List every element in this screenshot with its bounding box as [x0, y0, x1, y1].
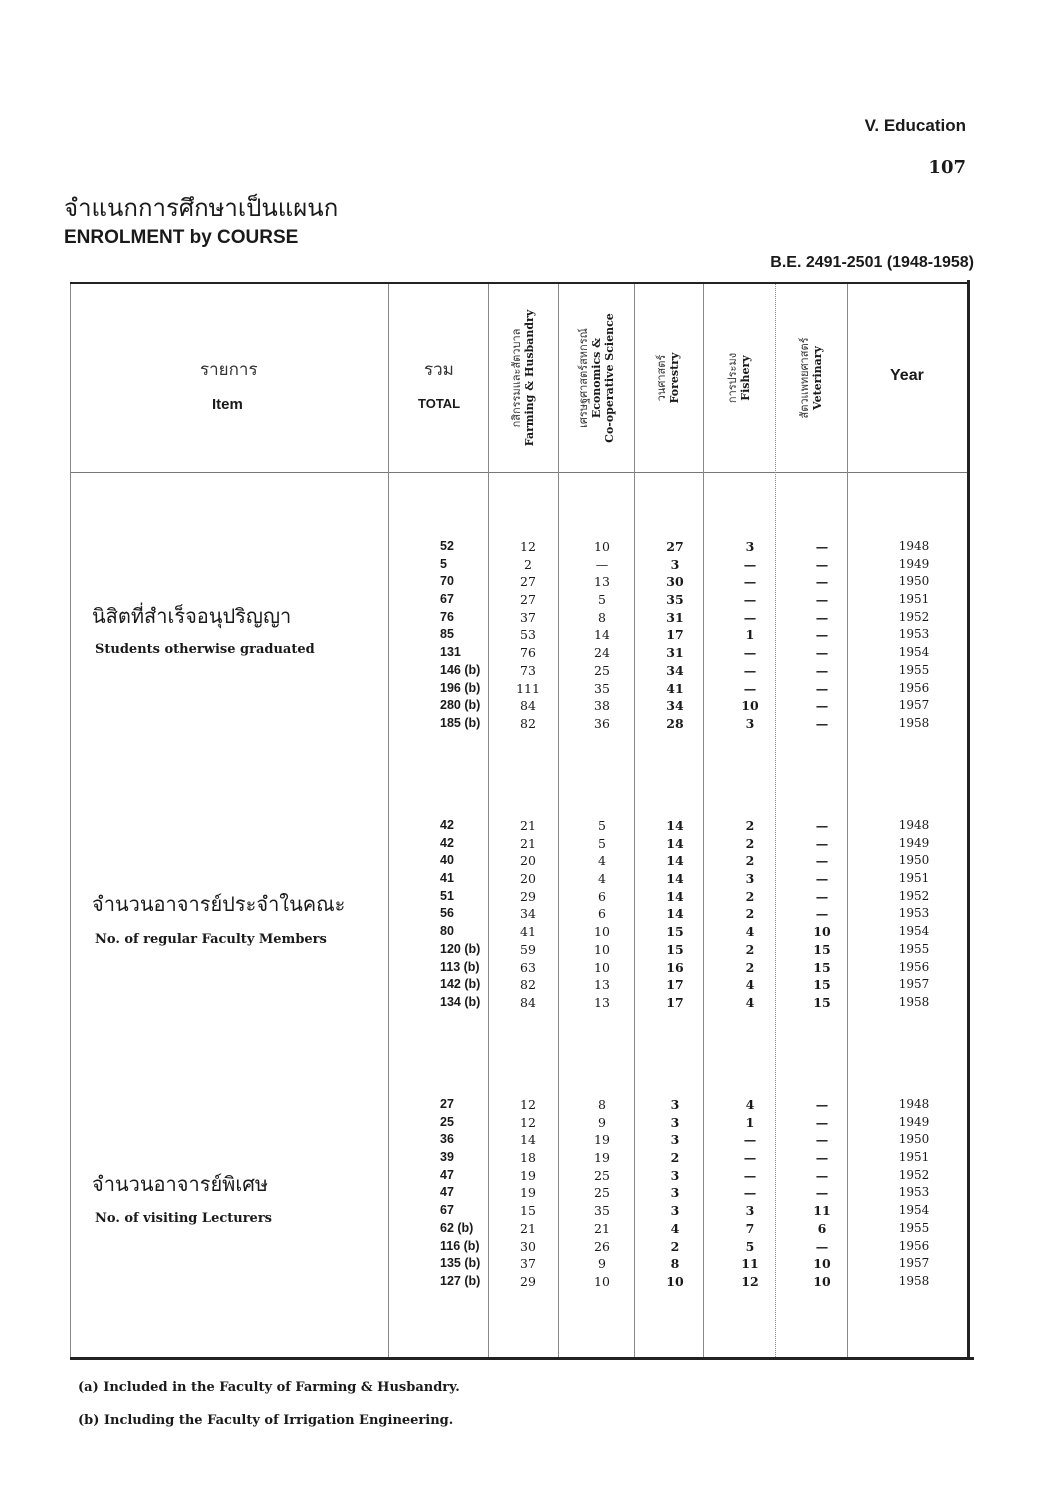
column-divider — [70, 284, 71, 1357]
group-label-thai: นิสิตที่สำเร็จอนุปริญญา — [92, 604, 292, 628]
table-cell: 6 — [598, 888, 606, 904]
table-cell: — — [815, 871, 829, 887]
table-cell: — — [815, 680, 829, 696]
table-cell: 14 — [666, 835, 684, 851]
table-cell: — — [815, 539, 829, 554]
fishery-header-en: Fishery — [739, 355, 752, 401]
table-cell: — — [815, 1097, 829, 1112]
table-cell: 111 — [516, 680, 540, 696]
table-cell: 1954 — [898, 1203, 930, 1218]
table-cell: — — [815, 556, 829, 572]
table-cell: — — [815, 888, 829, 904]
table-cell: 53 — [520, 627, 536, 643]
table-cell: — — [743, 1167, 757, 1183]
table-cell: 1955 — [898, 1220, 930, 1235]
section-label: V. Education — [864, 116, 966, 135]
table-cell: — — [815, 715, 829, 731]
table-cell: 14 — [666, 818, 684, 833]
table-cell: — — [595, 556, 609, 572]
table-cell: 3 — [745, 871, 755, 887]
table-cell: 13 — [594, 994, 610, 1010]
economics-header — [567, 288, 625, 468]
table-cell: 19 — [594, 1150, 610, 1166]
table-cell: 15 — [813, 959, 831, 975]
table-cell: 6 — [598, 906, 606, 922]
table-cell: 25 — [594, 1167, 610, 1183]
table-cell: 15 — [813, 977, 831, 993]
table-cell: 1949 — [898, 835, 930, 850]
table-cell: 18 — [520, 1150, 536, 1166]
table-cell: 3 — [670, 1132, 680, 1148]
table-cell: 52 — [440, 539, 454, 553]
table-cell: 36 — [440, 1132, 454, 1147]
economics-column — [580, 1096, 624, 1291]
table-cell: — — [743, 645, 757, 661]
table-cell: 35 — [594, 1203, 610, 1219]
table-cell: — — [815, 574, 829, 590]
table-cell: 5 — [440, 556, 447, 571]
table-cell: 11 — [741, 1256, 759, 1272]
veterinary-header — [782, 288, 840, 468]
table-cell: 1950 — [898, 853, 930, 868]
table-cell: 15 — [813, 941, 831, 957]
table-cell: 3 — [745, 1203, 755, 1219]
table-cell: — — [743, 574, 757, 590]
forestry-column — [653, 817, 697, 1012]
table-cell: 19 — [520, 1185, 536, 1201]
table-cell: 5 — [745, 1238, 755, 1254]
table-cell: 15 — [520, 1203, 536, 1219]
table-cell: 1 — [745, 1114, 755, 1130]
economics-column — [580, 538, 624, 733]
table-cell: — — [815, 853, 829, 869]
table-cell: 84 — [520, 698, 536, 714]
years-column — [888, 817, 940, 1012]
table-cell: 1953 — [898, 627, 930, 642]
total-column — [440, 538, 490, 733]
table-cell: 4 — [745, 924, 755, 940]
table-cell: 146 (b) — [440, 662, 481, 677]
table-cell: 1958 — [898, 715, 930, 730]
table-cell: 1956 — [898, 959, 930, 974]
table-cell: — — [743, 1132, 757, 1148]
table-cell: 3 — [670, 1185, 680, 1201]
table-cell: 3 — [670, 1203, 680, 1219]
table-cell: 2 — [524, 556, 532, 572]
table-cell: 31 — [666, 609, 684, 625]
table-cell: 1952 — [898, 609, 930, 624]
item-header-thai: รายการ — [200, 360, 258, 380]
table-cell: — — [743, 1150, 757, 1166]
table-cell: 10 — [594, 924, 610, 940]
total-header: TOTAL — [418, 396, 461, 411]
farming-header-thai: กสิกรรมและสัตวบาล — [510, 328, 523, 428]
column-divider — [558, 284, 559, 1357]
table-cell: — — [815, 818, 829, 833]
fishery-column — [728, 538, 772, 733]
table-cell: 40 — [440, 853, 454, 868]
footnote: (b) Including the Faculty of Irrigation Engineering. — [78, 1413, 454, 1428]
table-cell: 30 — [666, 574, 684, 590]
table-cell: — — [743, 662, 757, 678]
table-cell: — — [743, 609, 757, 625]
table-cell: 3 — [745, 715, 755, 731]
table-cell: 41 — [520, 924, 536, 940]
table-cell: 1956 — [898, 680, 930, 695]
table-cell: 10 — [741, 698, 759, 714]
table-cell: 28 — [666, 715, 684, 731]
table-cell: 35 — [594, 680, 610, 696]
table-cell: 1954 — [898, 645, 930, 660]
table-cell: 1957 — [898, 698, 930, 713]
table-cell: 2 — [670, 1150, 680, 1166]
table-cell: — — [815, 609, 829, 625]
item-header: Item — [212, 396, 243, 413]
table-cell: — — [815, 1167, 829, 1183]
table-cell: 24 — [594, 645, 610, 661]
veterinary-column — [800, 1096, 844, 1291]
table-cell: 12 — [520, 1114, 536, 1130]
table-cell: 1955 — [898, 662, 930, 677]
table-cell: 76 — [520, 645, 536, 661]
table-cell: 1950 — [898, 1132, 930, 1147]
table-cell: 47 — [440, 1185, 454, 1200]
table-cell: 131 — [440, 645, 461, 660]
table-cell: 84 — [520, 994, 536, 1010]
table-cell: 70 — [440, 574, 454, 589]
table-cell: 1951 — [898, 592, 930, 607]
table-cell: 3 — [670, 556, 680, 572]
table-cell: 21 — [520, 1220, 536, 1236]
table-cell: — — [815, 1238, 829, 1254]
table-cell: 17 — [666, 994, 684, 1010]
table-cell: 1952 — [898, 1167, 930, 1182]
table-cell: 8 — [598, 1097, 606, 1112]
table-cell: 76 — [440, 609, 454, 624]
table-cell: 1956 — [898, 1238, 930, 1253]
table-cell: 56 — [440, 906, 454, 921]
table-cell: 2 — [745, 835, 755, 851]
table-right-border — [967, 280, 970, 1360]
table-cell: — — [815, 698, 829, 714]
table-cell: 13 — [594, 977, 610, 993]
economics-header-en2: Co-operative Science — [602, 313, 616, 443]
table-cell: 1948 — [898, 539, 930, 553]
table-cell: 6 — [817, 1220, 827, 1236]
total-header-thai: รวม — [424, 360, 454, 380]
farming-header-en: Farming & Husbandry — [523, 309, 536, 447]
table-cell: 4 — [745, 1097, 755, 1112]
table-cell: 63 — [520, 959, 536, 975]
table-cell: 1949 — [898, 556, 930, 571]
table-cell: 12 — [520, 539, 536, 554]
economics-header-en1: Economics & — [589, 337, 603, 419]
table-cell: 3 — [670, 1097, 680, 1112]
period-label: B.E. 2491-2501 (1948-1958) — [770, 254, 974, 271]
table-cell: 2 — [745, 941, 755, 957]
table-cell: 82 — [520, 977, 536, 993]
economics-column — [580, 817, 624, 1012]
table-cell: 10 — [594, 941, 610, 957]
table-cell: 15 — [666, 924, 684, 940]
total-column — [440, 817, 490, 1012]
table-cell: 134 (b) — [440, 994, 481, 1009]
table-cell: — — [815, 1114, 829, 1130]
table-cell: 14 — [666, 853, 684, 869]
table-cell: 80 — [440, 924, 454, 939]
table-cell: 1954 — [898, 924, 930, 939]
table-cell: 34 — [666, 698, 684, 714]
table-cell: 42 — [440, 818, 454, 832]
table-cell: 280 (b) — [440, 698, 481, 713]
table-cell: — — [815, 662, 829, 678]
table-cell: 25 — [594, 1185, 610, 1201]
farming-column — [508, 817, 548, 1012]
table-cell: — — [815, 1132, 829, 1148]
table-cell: 120 (b) — [440, 941, 481, 956]
table-cell: 1948 — [898, 818, 930, 832]
table-cell: 17 — [666, 977, 684, 993]
table-cell: 3 — [745, 539, 755, 554]
table-cell: 11 — [813, 1203, 831, 1219]
table-cell: 34 — [520, 906, 536, 922]
table-cell: 4 — [598, 871, 606, 887]
column-divider — [775, 284, 777, 1357]
table-cell: 4 — [745, 994, 755, 1010]
table-cell: 15 — [666, 941, 684, 957]
table-cell: 67 — [440, 1203, 454, 1218]
table-cell: 1951 — [898, 1150, 930, 1165]
table-cell: 73 — [520, 662, 536, 678]
table-cell: 14 — [520, 1132, 536, 1148]
table-cell: 4 — [598, 853, 606, 869]
table-header-rule — [70, 472, 970, 473]
group-label: No. of visiting Lecturers — [95, 1211, 272, 1226]
table-cell: 5 — [598, 818, 606, 833]
table-cell: 38 — [594, 698, 610, 714]
table-cell: 196 (b) — [440, 680, 481, 695]
table-cell: 19 — [520, 1167, 536, 1183]
table-cell: 1957 — [898, 977, 930, 992]
table-cell: 41 — [666, 680, 684, 696]
table-cell: 27 — [520, 574, 536, 590]
table-cell: 21 — [520, 835, 536, 851]
years-column — [888, 538, 940, 733]
table-cell: 16 — [666, 959, 684, 975]
table-top-rule — [70, 282, 970, 284]
table-cell: 1 — [745, 627, 755, 643]
veterinary-column — [800, 538, 844, 733]
table-cell: 142 (b) — [440, 977, 481, 992]
table-cell: 1951 — [898, 871, 930, 886]
table-cell: 29 — [520, 888, 536, 904]
table-cell: 35 — [666, 592, 684, 608]
table-cell: 51 — [440, 888, 454, 903]
table-cell: — — [815, 645, 829, 661]
table-cell: 1958 — [898, 994, 930, 1009]
table-cell: 9 — [598, 1114, 606, 1130]
table-cell: 1953 — [898, 906, 930, 921]
table-cell: — — [743, 680, 757, 696]
column-divider — [703, 284, 704, 1357]
table-cell: 85 — [440, 627, 454, 642]
table-cell: 1948 — [898, 1097, 930, 1111]
page-title-thai: จำแนกการศึกษาเป็นแผนก — [64, 194, 339, 222]
table-cell: 26 — [594, 1238, 610, 1254]
economics-header-thai: เศรษฐศาสตร์สหกรณ์ — [576, 328, 590, 428]
table-cell: 29 — [520, 1273, 536, 1289]
table-cell: — — [815, 1185, 829, 1201]
table-cell: 37 — [520, 609, 536, 625]
page-number: 107 — [928, 157, 966, 178]
farming-column — [508, 1096, 548, 1291]
table-cell: 2 — [745, 853, 755, 869]
table-cell: 21 — [594, 1220, 610, 1236]
table-cell: 31 — [666, 645, 684, 661]
table-cell: 62 (b) — [440, 1220, 474, 1235]
table-cell: 14 — [666, 871, 684, 887]
column-divider — [847, 284, 848, 1357]
total-column — [440, 1096, 490, 1291]
table-cell: 12 — [520, 1097, 536, 1112]
table-cell: 20 — [520, 853, 536, 869]
table-cell: 5 — [598, 835, 606, 851]
table-cell: 2 — [745, 906, 755, 922]
page-title: ENROLMENT by COURSE — [64, 227, 299, 248]
table-cell: 25 — [440, 1114, 454, 1129]
column-divider — [388, 284, 389, 1357]
veterinary-header-en: Veterinary — [811, 346, 824, 410]
table-cell: 10 — [813, 1273, 831, 1289]
table-cell: 2 — [670, 1238, 680, 1254]
table-cell: 30 — [520, 1238, 536, 1254]
group-label: No. of regular Faculty Members — [95, 932, 327, 947]
table-cell: 2 — [745, 818, 755, 833]
table-cell: — — [815, 592, 829, 608]
table-cell: 47 — [440, 1167, 454, 1182]
table-cell: 41 — [440, 871, 454, 886]
year-header: Year — [890, 367, 924, 384]
table-cell: 37 — [520, 1256, 536, 1272]
forestry-column — [653, 538, 697, 733]
veterinary-header-thai: สัตวแพทยศาสตร์ — [798, 337, 811, 419]
table-cell: 10 — [813, 1256, 831, 1272]
group-label-thai: จำนวนอาจารย์พิเศษ — [92, 1172, 269, 1196]
table-cell: 1955 — [898, 941, 930, 956]
table-cell: 1952 — [898, 888, 930, 903]
forestry-column — [653, 1096, 697, 1291]
fishery-column — [728, 1096, 772, 1291]
table-cell: 3 — [670, 1114, 680, 1130]
table-cell: — — [815, 627, 829, 643]
table-cell: 14 — [666, 906, 684, 922]
table-cell: 3 — [670, 1167, 680, 1183]
farming-column — [508, 538, 548, 733]
table-cell: 17 — [666, 627, 684, 643]
table-cell: — — [815, 906, 829, 922]
table-cell: — — [815, 1150, 829, 1166]
table-cell: — — [743, 1185, 757, 1201]
table-cell: 10 — [813, 924, 831, 940]
group-label-thai: จำนวนอาจารย์ประจำในคณะ — [92, 892, 346, 916]
table-cell: 1949 — [898, 1114, 930, 1129]
group-label: Students otherwise graduated — [95, 642, 315, 657]
table-cell: 10 — [666, 1273, 684, 1289]
table-cell: 36 — [594, 715, 610, 731]
table-cell: — — [743, 556, 757, 572]
table-cell: 1953 — [898, 1185, 930, 1200]
table-cell: 1950 — [898, 574, 930, 589]
table-cell: 27 — [520, 592, 536, 608]
table-cell: 10 — [594, 959, 610, 975]
table-cell: 127 (b) — [440, 1273, 481, 1288]
table-cell: 19 — [594, 1132, 610, 1148]
table-cell: 59 — [520, 941, 536, 957]
table-cell: 135 (b) — [440, 1256, 481, 1271]
table-cell: 15 — [813, 994, 831, 1010]
table-cell: 12 — [741, 1273, 759, 1289]
table-cell: 14 — [594, 627, 610, 643]
table-cell: 116 (b) — [440, 1238, 480, 1253]
table-cell: 2 — [745, 959, 755, 975]
table-cell: 185 (b) — [440, 715, 481, 730]
table-cell: 2 — [745, 888, 755, 904]
column-divider — [634, 284, 635, 1357]
table-cell: 7 — [745, 1220, 755, 1236]
table-cell: 82 — [520, 715, 536, 731]
table-cell: 27 — [666, 539, 684, 554]
table-cell: 1957 — [898, 1256, 930, 1271]
forestry-header-thai: วนศาสตร์ — [655, 354, 668, 402]
footnote: (a) Included in the Faculty of Farming & Husbandry. — [78, 1380, 460, 1395]
forestry-header — [639, 288, 697, 468]
fishery-header — [710, 288, 768, 468]
table-cell: 39 — [440, 1150, 454, 1165]
table-cell: 4 — [745, 977, 755, 993]
table-cell: 25 — [594, 662, 610, 678]
table-cell: 1958 — [898, 1273, 930, 1288]
table-cell: 4 — [670, 1220, 680, 1236]
table-cell: 9 — [598, 1256, 606, 1272]
table-cell: 8 — [598, 609, 606, 625]
forestry-header-en: Forestry — [668, 352, 681, 404]
fishery-column — [728, 817, 772, 1012]
farming-header — [494, 288, 552, 468]
table-cell: — — [815, 835, 829, 851]
years-column — [888, 1096, 940, 1291]
table-cell: 27 — [440, 1097, 454, 1111]
table-bottom-rule — [70, 1357, 974, 1360]
table-cell: 67 — [440, 592, 454, 607]
table-cell: 8 — [670, 1256, 680, 1272]
table-cell: 5 — [598, 592, 606, 608]
table-cell: 113 (b) — [440, 959, 480, 974]
table-cell: 14 — [666, 888, 684, 904]
table-cell: 10 — [594, 539, 610, 554]
fishery-header-thai: การประมง — [726, 352, 739, 404]
table-cell: 13 — [594, 574, 610, 590]
table-cell: 20 — [520, 871, 536, 887]
table-cell: — — [743, 592, 757, 608]
table-cell: 34 — [666, 662, 684, 678]
veterinary-column — [800, 817, 844, 1012]
table-cell: 10 — [594, 1273, 610, 1289]
table-cell: 21 — [520, 818, 536, 833]
table-cell: 42 — [440, 835, 454, 850]
